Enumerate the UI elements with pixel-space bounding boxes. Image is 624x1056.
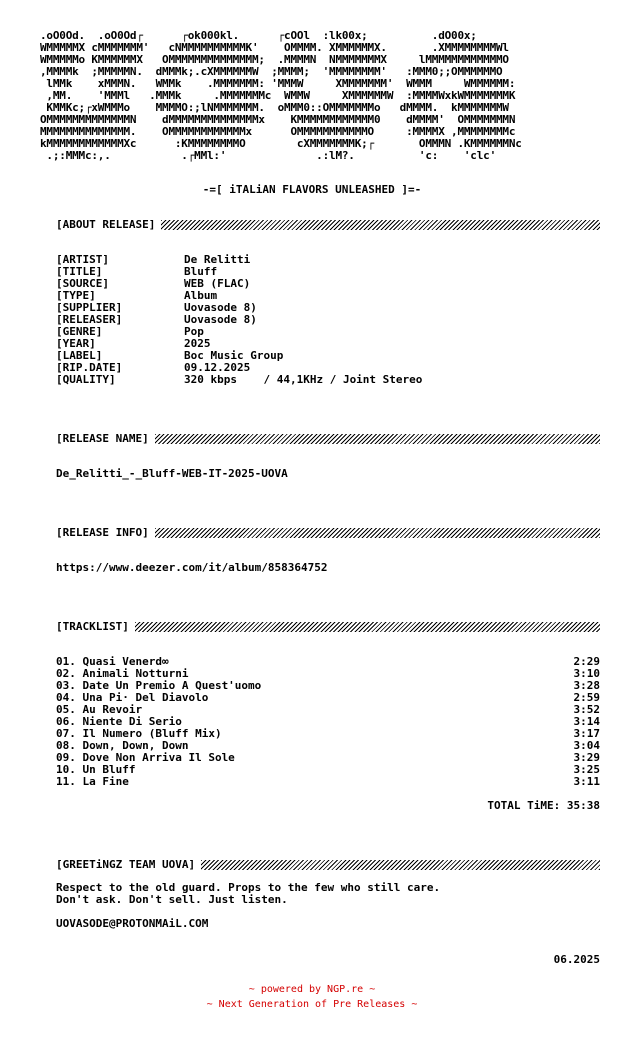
track-title: 09. Dove Non Arriva Il Sole [56,751,235,764]
kv-key: [RELEASER] [56,313,123,326]
section-divider [155,528,600,538]
kv-row [56,266,600,278]
track-title: 08. Down, Down, Down [56,739,189,752]
greetings-section [56,858,600,966]
kv-row [56,338,600,350]
kv-value: 2025 [184,337,211,350]
kv-row [56,314,600,326]
kv-key: [ARTIST] [56,253,109,266]
logo-line: .oO0Od. .oO0Od┌ ┌ok000kl. ┌cOOl :lk00x; .dO00x; [40,29,477,42]
logo-line: kMMMMMMMMMMMMXc :KMMMMMMMMO cXMMMMMMMK;┌ OMMMN .KMMMMMMNc [40,137,522,150]
track-row [56,776,600,788]
track-duration: 3:17 [573,727,600,740]
track-duration: 3:04 [573,739,600,752]
logo-line: ,MMMMk ;MMMMMN. dMMMk;.cXMMMMMMW ;MMMM; 'MMMMMMMM' :MMM0;;OMMMMMMO [40,65,503,78]
track-duration: 3:14 [573,715,600,728]
track-title: 10. Un Bluff [56,763,136,776]
kv-key: [TITLE] [56,265,103,278]
kv-value: Pop [184,325,204,338]
kv-value: 09.12.2025 [184,361,251,374]
kv-row [56,350,600,362]
kv-key: [RIP.DATE] [56,361,123,374]
kv-key: [TYPE] [56,289,96,302]
track-title: 07. Il Numero (Bluff Mix) [56,727,222,740]
kv-row [56,278,600,290]
release-name-header [56,432,600,446]
logo-line: KMMKc;┌xWMMMo MMMMO:;lNMMMMMMM. oMMM0::OMMMMMMMo dMMMM. kMMMMMMMW [40,101,509,114]
track-duration: 2:59 [573,691,600,704]
release-info-url: https://www.deezer.com/it/album/858364752 [56,561,328,574]
kv-row [56,374,600,386]
logo-line: OMMMMMMMMMMMMMN dMMMMMMMMMMMMMMx KMMMMMMMMMMMM0 dMMMM' OMMMMMMMN [40,113,516,126]
track-duration: 3:52 [573,703,600,716]
tracklist-section [56,620,600,812]
track-title: 05. Au Revoir [56,703,143,716]
release-name-section [56,432,600,480]
kv-value: WEB (FLAC) [184,277,251,290]
track-duration: 3:28 [573,679,600,692]
section-divider [155,434,600,444]
kv-row [56,326,600,338]
section-title: [GREETiNGZ TEAM UOVA] [56,858,196,871]
greetings-line: Don't ask. Don't sell. Just listen. [56,893,288,906]
section-title: [ABOUT RELEASE] [56,218,156,231]
section-divider [135,622,600,632]
ascii-logo [0,30,624,162]
section-title: [RELEASE INFO] [56,526,149,539]
greetings-header [56,858,600,872]
track-title: 01. Quasi Venerd∞ [56,655,169,668]
kv-key: [GENRE] [56,325,103,338]
greetings-line: Respect to the old guard. Props to the few who still care. [56,881,441,894]
tracklist-header [56,620,600,634]
kv-row [56,254,600,266]
logo-line: WMMMMMo KMMMMMMX OMMMMMMMMMMMMMM; .MMMMN NMMMMMMMX lMMMMMMMMMMMMO [40,53,509,66]
kv-value: De Relitti [184,253,251,266]
total-time: TOTAL TiME: 35:38 [487,799,600,812]
contact-email: UOVASODE@PROTONMAiL.COM [56,917,209,930]
about-section [56,218,600,386]
track-title: 04. Una Pi· Del Diavolo [56,691,209,704]
kv-key: [YEAR] [56,337,96,350]
track-title: 11. La Fine [56,775,129,788]
release-name-value: De_Relitti_-_Bluff-WEB-IT-2025-UOVA [56,467,288,480]
kv-row [56,302,600,314]
track-duration: 3:29 [573,751,600,764]
logo-line: .;:MMMc:,. .┌MMl:' .:lM?. 'c: 'clc' [40,149,497,162]
about-table [56,254,600,386]
kv-key: [QUALITY] [56,373,116,386]
logo-line: ,MM. 'MMMl .MMMk .MMMMMMMc WMMW XMMMMMMW :MMMMWxkWMMMMMMMK [40,89,516,102]
track-duration: 2:29 [573,655,600,668]
track-title: 02. Animali Notturni [56,667,189,680]
release-info-header [56,526,600,540]
track-duration: 3:25 [573,763,600,776]
kv-row [56,290,600,302]
about-header [56,218,600,232]
tagline: -=[ iTALiAN FLAVORS UNLEASHED ]=- [202,183,422,196]
footer-powered-by: ~ powered by NGP.re ~ [248,984,376,995]
kv-key: [LABEL] [56,349,103,362]
track-duration: 3:10 [573,667,600,680]
release-date: 06.2025 [553,953,600,966]
kv-value: Uovasode 8) [184,301,257,314]
track-duration: 3:11 [573,775,600,788]
track-row [56,764,600,776]
kv-value: Boc Music Group [184,349,284,362]
track-list [56,656,600,788]
section-title: [TRACKLIST] [56,620,129,633]
kv-value: Bluff [184,265,218,278]
kv-value: Album [184,289,218,302]
kv-key: [SOURCE] [56,277,109,290]
logo-line: MMMMMMMMMMMMMM. OMMMMMMMMMMMMx OMMMMMMMMMMMO :MMMMX ,MMMMMMMMc [40,125,516,138]
release-info-section [56,526,600,574]
logo-line: lMMk xMMMN. WMMk .MMMMMMM: 'MMMW XMMMMMMM' WMMM WMMMMMM: [40,77,516,90]
kv-key: [SUPPLIER] [56,301,123,314]
track-title: 06. Niente Di Serio [56,715,182,728]
kv-value: 320 kbps / 44,1KHz / Joint Stereo [184,373,423,386]
section-divider [161,220,600,230]
logo-line: WMMMMMX cMMMMMMM' cNMMMMMMMMMMK' OMMMM. XMMMMMMX. .XMMMMMMMMWl [40,41,509,54]
track-title: 03. Date Un Premio A Quest'uomo [56,679,262,692]
track-row [56,752,600,764]
nfo-document [0,30,624,1012]
section-title: [RELEASE NAME] [56,432,149,445]
section-divider [201,860,600,870]
footer-tagline: ~ Next Generation of Pre Releases ~ [206,999,418,1010]
kv-value: Uovasode 8) [184,313,257,326]
